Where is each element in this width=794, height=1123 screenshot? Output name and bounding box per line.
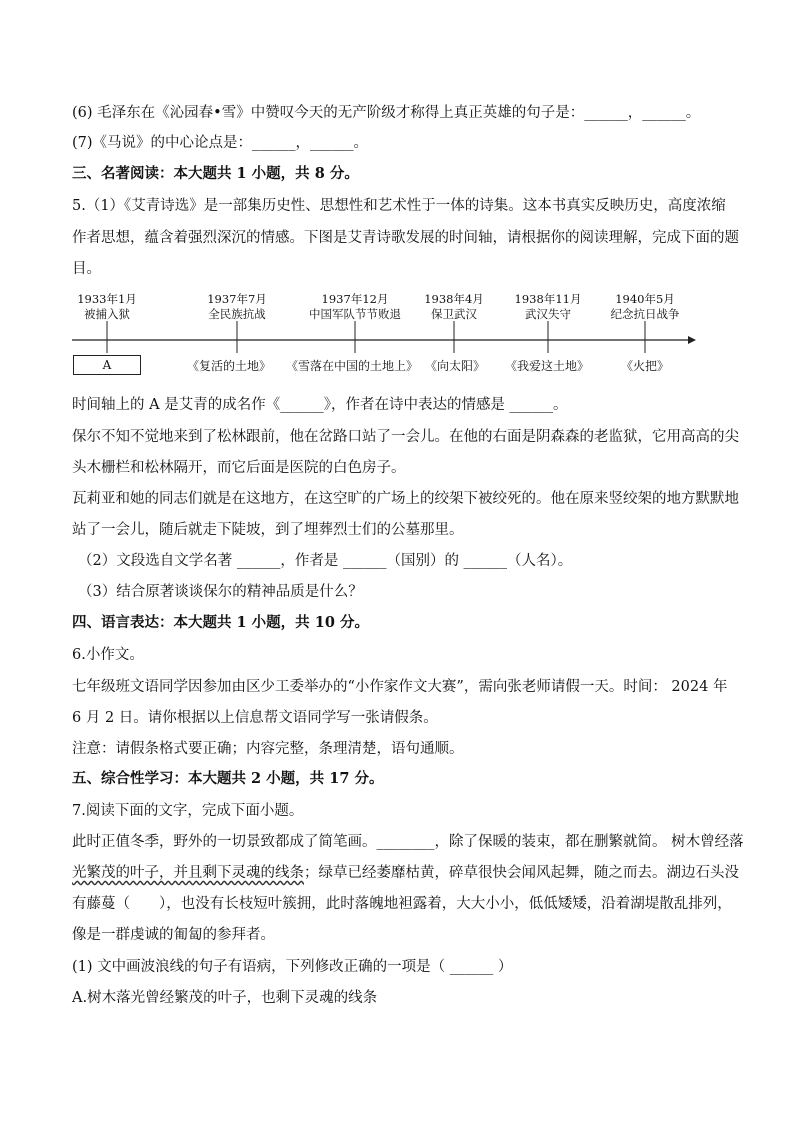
timeline-work-5: 《火把》 [620,359,670,373]
passage-1-line-1: 保尔不知不觉地来到了松林跟前，他在岔路口站了一会儿。在他的右面是阴森森的老监狱，它用高高的尖 [72,429,739,445]
passage-2-line-1: 瓦莉亚和她的同志们就是在这地方，在这空旷的广场上的绞架下被绞死的。他在原来竖绞架的地方默默地 [72,491,739,507]
question-7-option-a: A.树木落光曾经繁茂的叶子，也剩下灵魂的线条 [72,990,378,1006]
timeline-event-6: 1940年5月 纪念抗日战争 [610,292,680,321]
question-7-sub-1: (1) 文中画波浪线的句子有语病，下列修改正确的一项是（ ______ ） [72,959,513,975]
timeline-work-3: 《向太阳》 [424,359,486,373]
section-3-heading: 三、名著阅读：本大题共 1 小题，共 8 分。 [72,165,359,182]
question-7-title: 7.阅读下面的文字，完成下面小题。 [72,803,304,819]
question-5-timeline-prompt: 时间轴上的 A 是艾青的成名作《______》，作者在诗中表达的情感是 ______。 [72,397,568,413]
question-6-title: 6.小作文。 [72,647,144,663]
timeline-axis [0,0,794,400]
question-5-line-2: 作者思想，蕴含着强烈深沉的情感。下图是艾青诗歌发展的时间轴，请根据你的阅读理解，完成下面的题 [72,230,739,246]
question-6-item-7: (7)《马说》的中心论点是：______，______。 [72,135,369,151]
timeline-work-4: 《我爱这土地》 [504,359,590,373]
timeline-event-4: 1938年4月 保卫武汉 [424,292,484,321]
question-5-sub-2: （2）文段选自文学名著 ______，作者是 ______（国别）的 ______（人名）。 [78,553,573,569]
section-4-heading: 四、语言表达：本大题共 1 小题，共 10 分。 [72,614,369,631]
question-6-item-6: (6) 毛泽东在《沁园春•雪》中赞叹今天的无产阶级才称得上真正英雄的句子是：______，______。 [72,105,701,121]
question-5-line-1: 5.（1）《艾青诗选》是一部集历史性、思想性和艺术性于一体的诗集。这本书真实反映历史，高度浓缩 [72,198,726,214]
wavy-underlined-sentence: 光繁茂的叶子，并且剩下灵魂的线条 [72,865,304,881]
section-5-heading: 五、综合性学习：本大题共 2 小题，共 17 分。 [72,770,384,787]
question-7-line-1: 此时正值冬季，野外的一切景致都成了简笔画。________，除了保暖的装束，都在删繁就简。 树木曾经落 [72,834,744,850]
timeline-event-1: 1933年1月 被捕入狱 [77,292,137,321]
timeline-event-3: 1937年12月 中国军队节节败退 [309,292,401,321]
timeline-box-a: A [73,355,141,375]
question-5-line-3: 目。 [72,261,101,277]
question-6-line-2: 6 月 2 日。请你根据以上信息帮文语同学写一张请假条。 [72,710,438,726]
passage-1-line-2: 头木栅栏和松林隔开，而它后面是医院的白色房子。 [72,460,406,476]
passage-2-line-2: 站了一会儿，随后就走下陡坡，到了埋葬烈士们的公墓那里。 [72,522,464,538]
question-7-line-4: 像是一群虔诚的匍匐的参拜者。 [72,927,275,943]
timeline-work-1: 《复活的土地》 [186,359,272,373]
question-6-line-1: 七年级班文语同学因参加由区少工委举办的“小作家作文大赛”，需向张老师请假一天。时间： 2024 年 [72,679,728,695]
timeline-work-2: 《雪落在中国的土地上》 [285,359,419,373]
question-5-sub-3: （3）结合原著谈谈保尔的精神品质是什么？ [78,584,363,600]
question-7-line-3: 有藤蔓（ ），也没有长枝短叶簇拥，此时落魄地袒露着，大大小小，低低矮矮，沿着湖堤散乱排列， [72,896,732,912]
timeline-event-2: 1937年7月 全民族抗战 [207,292,267,321]
question-6-note: 注意：请假条格式要正确；内容完整，条理清楚，语句通顺。 [72,741,464,757]
question-7-line-2-rest: ；绿草已经萎靡枯黄，碎草很快会闻风起舞，随之而去。湖边石头没 [304,865,739,881]
timeline-event-5: 1938年11月 武汉失守 [514,292,582,321]
question-7-line-2 [72,863,739,883]
